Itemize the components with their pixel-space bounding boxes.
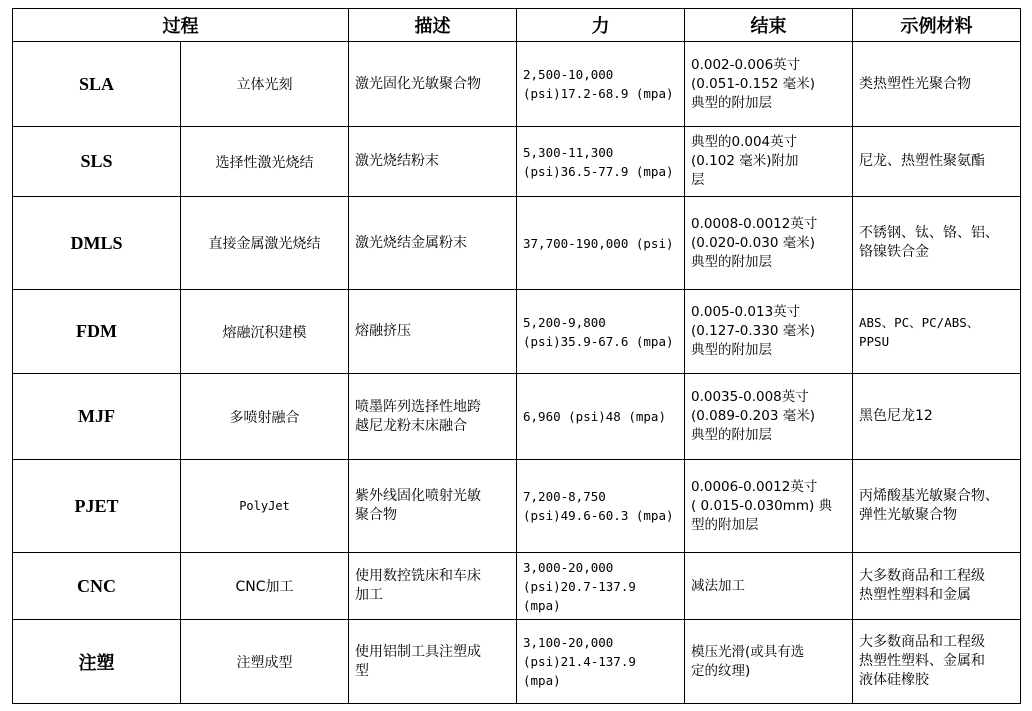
- materials-cell-line: 丙烯酸基光敏聚合物、: [859, 488, 999, 504]
- materials-cell: [853, 197, 1021, 290]
- materials-cell: [853, 620, 1021, 704]
- force-cell: [517, 42, 685, 127]
- process-name: 直接金属激光烧结: [181, 197, 349, 290]
- description-cell-line: 使用数控铣床和车床: [355, 568, 481, 584]
- materials-cell-line: 类热塑性光聚合物: [859, 75, 971, 92]
- header-force: 力: [517, 9, 685, 42]
- finish-cell-line: (0.102 毫米)附加: [691, 153, 799, 169]
- description-cell: [349, 553, 517, 620]
- materials-cell-line: 弹性光敏聚合物: [859, 507, 957, 523]
- materials-cell-line: 热塑性塑料和金属: [859, 587, 971, 603]
- force-cell-line: (psi)49.6-60.3 (mpa): [523, 508, 674, 523]
- force-cell: [517, 127, 685, 197]
- process-comparison-table: [12, 8, 1021, 704]
- finish-cell-line: 0.0006-0.0012英寸: [691, 478, 818, 495]
- finish-cell-line: (0.020-0.030 毫米): [691, 234, 815, 251]
- finish-cell-line: (0.127-0.330 毫米): [691, 323, 815, 339]
- table-row: [13, 553, 1021, 620]
- finish-cell: [685, 290, 853, 374]
- finish-cell-line: 减法加工: [691, 577, 745, 594]
- force-cell: [517, 620, 685, 704]
- force-cell-line: (psi)21.4-137.9: [523, 654, 636, 669]
- process-name: 注塑成型: [181, 620, 349, 704]
- materials-cell: [853, 460, 1021, 553]
- process-abbr: SLS: [13, 127, 181, 197]
- materials-cell-line: 尼龙、热塑性聚氨酯: [859, 153, 985, 169]
- description-cell-line: 聚合物: [355, 507, 397, 523]
- description-cell-line: 越尼龙粉末床融合: [355, 417, 467, 434]
- materials-cell: [853, 127, 1021, 197]
- header-description: 描述: [349, 9, 517, 42]
- description-cell-line: 激光烧结粉末: [355, 153, 439, 169]
- force-cell: [517, 290, 685, 374]
- table-row: [13, 127, 1021, 197]
- finish-cell-line: 0.0008-0.0012英寸: [691, 215, 818, 232]
- process-abbr: MJF: [13, 374, 181, 460]
- finish-cell-line: 0.005-0.013英寸: [691, 304, 801, 320]
- materials-cell: [853, 374, 1021, 460]
- finish-cell-line: 典型的附加层: [691, 94, 772, 111]
- description-cell-line: 使用铝制工具注塑成: [355, 643, 481, 660]
- finish-cell: [685, 460, 853, 553]
- process-name: PolyJet: [181, 460, 349, 553]
- finish-cell-line: 型的附加层: [691, 516, 759, 533]
- finish-cell-line: (0.051-0.152 毫米): [691, 75, 815, 92]
- materials-cell-line: PPSU: [859, 333, 890, 349]
- finish-cell-line: 层: [691, 172, 705, 188]
- finish-cell-line: 典型的附加层: [691, 253, 772, 270]
- force-cell-line: (psi)17.2-68.9 (mpa): [523, 86, 674, 101]
- table-row: [13, 460, 1021, 553]
- description-cell: [349, 42, 517, 127]
- finish-cell: [685, 127, 853, 197]
- description-cell-line: 型: [355, 662, 369, 679]
- force-cell: [517, 553, 685, 620]
- finish-cell: [685, 553, 853, 620]
- finish-cell-line: 模压光滑(或具有选: [691, 643, 805, 660]
- force-cell-line: 37,700-190,000 (psi): [523, 235, 674, 251]
- finish-cell-line: (0.089-0.203 毫米): [691, 408, 815, 424]
- description-cell-line: 激光烧结金属粉末: [355, 234, 467, 251]
- description-cell: [349, 620, 517, 704]
- force-cell: [517, 460, 685, 553]
- header-finish: 结束: [685, 9, 853, 42]
- force-cell-line: 2,500-10,000: [523, 67, 614, 82]
- process-name: 多喷射融合: [181, 374, 349, 460]
- finish-cell-line: 0.002-0.006英寸: [691, 56, 801, 73]
- finish-cell-line: 典型的附加层: [691, 427, 772, 443]
- description-cell-line: 加工: [355, 587, 383, 603]
- materials-cell: [853, 290, 1021, 374]
- finish-cell-line: 定的纹理): [691, 662, 751, 679]
- description-cell: [349, 127, 517, 197]
- materials-cell-line: 黑色尼龙12: [859, 408, 933, 424]
- finish-cell-line: 典型的0.004英寸: [691, 134, 798, 150]
- table-row: [13, 620, 1021, 704]
- description-cell: [349, 460, 517, 553]
- table-body: [13, 42, 1021, 704]
- force-cell-line: 5,300-11,300: [523, 144, 614, 160]
- description-cell-line: 喷墨阵列选择性地跨: [355, 398, 481, 415]
- materials-cell-line: ABS、PC、PC/ABS、: [859, 314, 980, 330]
- finish-cell-line: 典型的附加层: [691, 342, 772, 358]
- materials-cell-line: 大多数商品和工程级: [859, 568, 985, 584]
- finish-cell-line: ( 0.015-0.030mm) 典: [691, 497, 833, 514]
- description-cell-line: 紫外线固化喷射光敏: [355, 488, 481, 504]
- force-cell-line: 5,200-9,800: [523, 314, 606, 330]
- process-abbr: SLA: [13, 42, 181, 127]
- finish-cell: [685, 197, 853, 290]
- finish-cell: [685, 374, 853, 460]
- materials-cell-line: 热塑性塑料、金属和: [859, 653, 985, 669]
- finish-cell: [685, 42, 853, 127]
- force-cell-line: (mpa): [523, 597, 561, 613]
- description-cell-line: 激光固化光敏聚合物: [355, 75, 481, 92]
- process-abbr: FDM: [13, 290, 181, 374]
- header-materials: 示例材料: [853, 9, 1021, 42]
- table-row: [13, 290, 1021, 374]
- description-cell: [349, 290, 517, 374]
- force-cell-line: 6,960 (psi)48 (mpa): [523, 409, 666, 424]
- materials-cell-line: 大多数商品和工程级: [859, 634, 985, 650]
- force-cell: [517, 374, 685, 460]
- process-name: 选择性激光烧结: [181, 127, 349, 197]
- force-cell-line: (psi)20.7-137.9: [523, 578, 636, 594]
- process-abbr: 注塑: [13, 620, 181, 704]
- description-cell: [349, 374, 517, 460]
- force-cell-line: (mpa): [523, 673, 561, 688]
- table-row: [13, 42, 1021, 127]
- force-cell-line: (psi)36.5-77.9 (mpa): [523, 163, 674, 179]
- finish-cell: [685, 620, 853, 704]
- process-abbr: PJET: [13, 460, 181, 553]
- process-name: CNC加工: [181, 553, 349, 620]
- materials-cell-line: 液体硅橡胶: [859, 672, 929, 688]
- table-row: [13, 374, 1021, 460]
- description-cell: [349, 197, 517, 290]
- process-abbr: DMLS: [13, 197, 181, 290]
- description-cell-line: 熔融挤压: [355, 323, 411, 339]
- materials-cell-line: 不锈钢、钛、铬、铝、: [859, 225, 999, 241]
- materials-cell: [853, 42, 1021, 127]
- force-cell-line: 7,200-8,750: [523, 489, 606, 504]
- finish-cell-line: 0.0035-0.008英寸: [691, 389, 809, 405]
- force-cell: [517, 197, 685, 290]
- process-name: 立体光刻: [181, 42, 349, 127]
- force-cell-line: 3,100-20,000: [523, 635, 614, 650]
- force-cell-line: 3,000-20,000: [523, 559, 614, 575]
- table-row: [13, 197, 1021, 290]
- header-row: [13, 9, 1021, 42]
- process-name: 熔融沉积建模: [181, 290, 349, 374]
- materials-cell-line: 铬镍铁合金: [859, 244, 929, 260]
- force-cell-line: (psi)35.9-67.6 (mpa): [523, 333, 674, 349]
- header-process: 过程: [13, 9, 349, 42]
- materials-cell: [853, 553, 1021, 620]
- process-abbr: CNC: [13, 553, 181, 620]
